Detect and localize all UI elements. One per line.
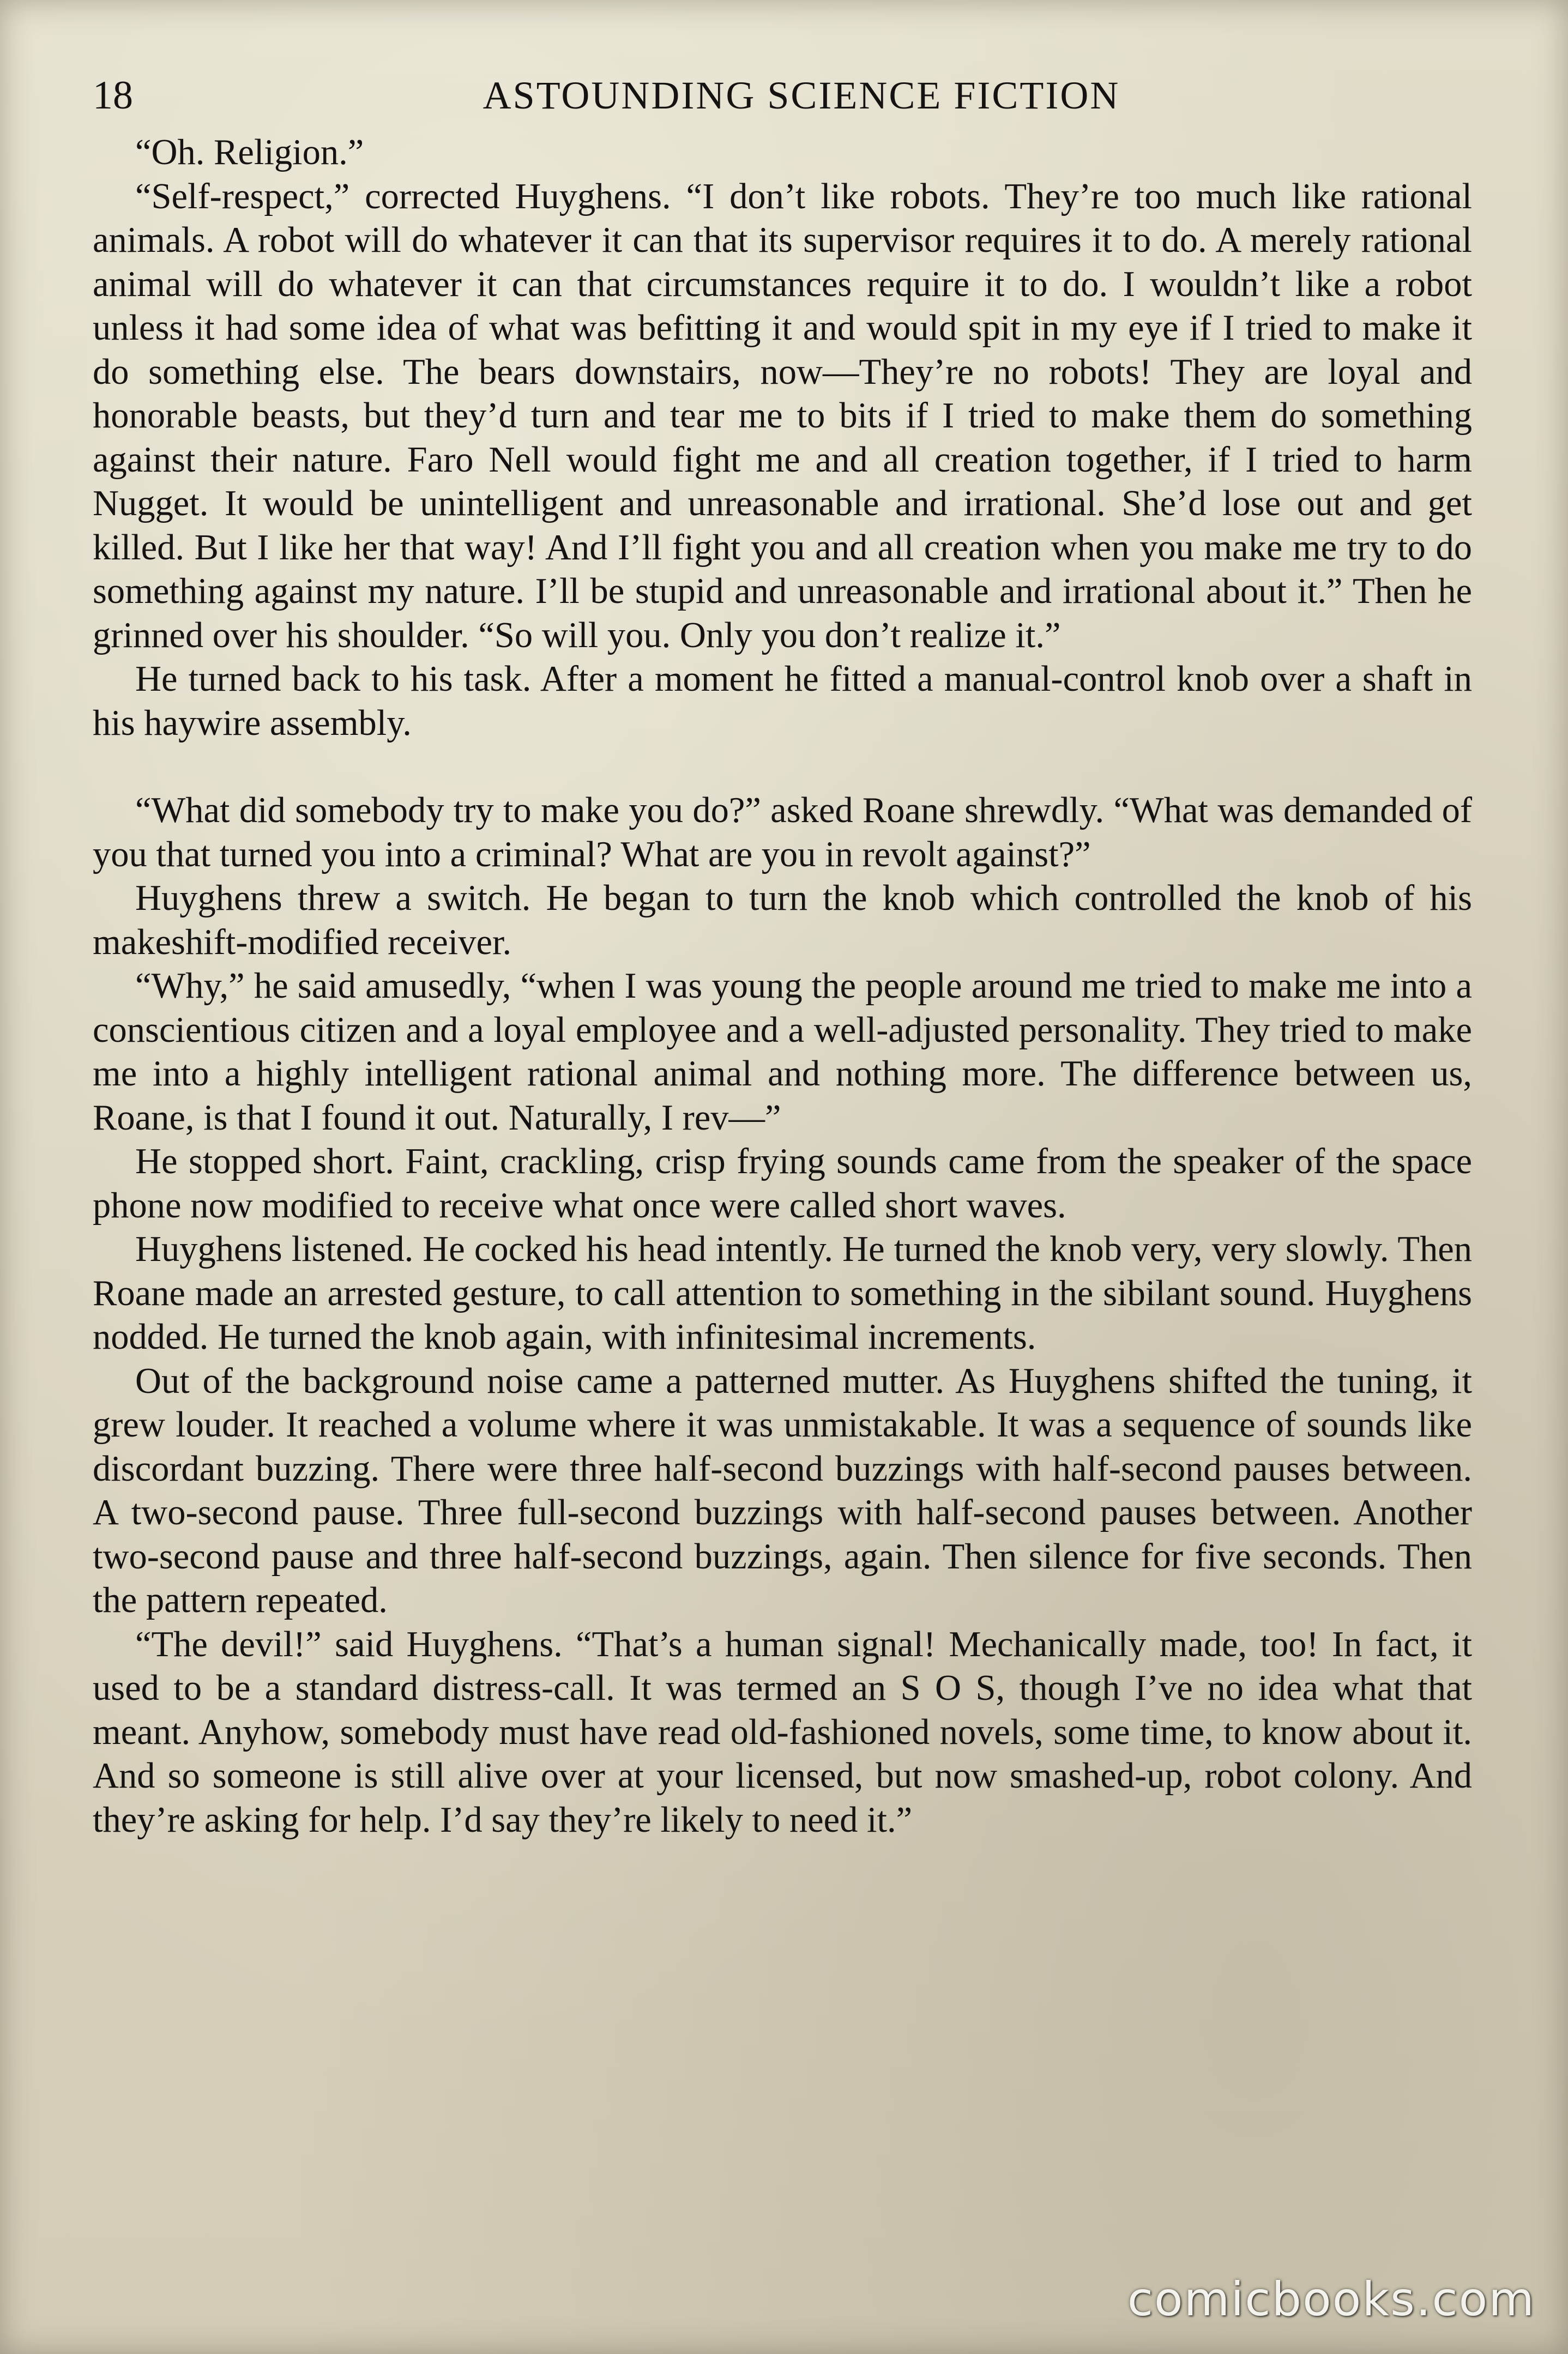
paragraph: “Why,” he said amusedly, “when I was young the people around me tried to make me into a conscientious citizen and a loyal employee and a well-adjusted personality. They tried to make me into a highly intelligent rational animal and nothing more. The difference between us, Roane, is that I found it out. Naturally, I rev—” bbox=[93, 966, 1472, 1138]
paragraph: Out of the background noise came a patterned mutter. As Huyghens shifted the tuning, it grew louder. It reached a volume where it was unmistakable. It was a sequence of sounds like discordant buzzing. There were three half-second buzzings with half-second pauses between. A two-second pause. Three full-second buzzings with half-second pauses between. Another two-second pause and three half-second buzzings, again. Then silence for five seconds. Then the pattern repeated. bbox=[93, 1361, 1472, 1620]
watermark: comicbooks.com bbox=[1127, 2272, 1535, 2327]
paragraph: Huyghens threw a switch. He began to turn the knob which controlled the knob of his makeshift-modified receiver. bbox=[93, 878, 1472, 962]
paragraph: Huyghens listened. He cocked his head intently. He turned the knob very, very slowly. Then Roane made an arrested gesture, to call attention to something in the sibilant sound. Huyghens nodded. He turned the knob again, with infinitesimal increments. bbox=[93, 1229, 1472, 1357]
page-number: 18 bbox=[93, 73, 133, 118]
running-head bbox=[93, 65, 1477, 125]
paragraph: He turned back to his task. After a moment he fitted a manual-control knob over a shaft in his haywire assembly. bbox=[93, 659, 1472, 743]
body-text bbox=[93, 131, 1472, 1842]
paragraph: “The devil!” said Huyghens. “That’s a human signal! Mechanically made, too! In fact, it used to be a standard distress-call. It was termed an S O S, though I’ve no idea what that meant. Anyhow, somebody must have read old-fashioned novels, some time, to know about it. And so someone is still alive over at your licensed, but now smashed-up, robot colony. And they’re asking for help. I’d say they’re likely to need it.” bbox=[93, 1624, 1472, 1840]
paragraph: “What did somebody try to make you do?” asked Roane shrewdly. “What was demanded of you that turned you into a criminal? What are you in revolt against?” bbox=[93, 790, 1472, 874]
journal-title: ASTOUNDING SCIENCE FICTION bbox=[483, 74, 1120, 117]
paragraph: “Oh. Religion.” bbox=[135, 132, 364, 172]
paragraph: He stopped short. Faint, crackling, crisp frying sounds came from the speaker of the space phone now modified to receive what once were called short waves. bbox=[93, 1142, 1472, 1226]
paragraph: “Self-respect,” corrected Huyghens. “I don’t like robots. They’re too much like rational animals. A robot will do whatever it can that its supervisor requires it to do. A merely rational animal will do whatever it can that circumstances require it to do. I wouldn’t like a robot unless it had some idea of what was befitting it and would spit in my eye if I tried to make it do something else. The bears downstairs, now—They’re no robots! They are loyal and honorable beasts, but they’d turn and tear me to bits if I tried to make them do something against their nature. Faro Nell would fight me and all creation together, if I tried to harm Nugget. It would be unintelligent and unreasonable and irrational. She’d lose out and get killed. But I like her that way! And I’ll fight you and all creation when you make me try to do something against my nature. I’ll be stupid and unreasonable and irrational about it.” Then he grinned over his shoulder. “So will you. Only you don’t realize it.” bbox=[93, 176, 1472, 655]
